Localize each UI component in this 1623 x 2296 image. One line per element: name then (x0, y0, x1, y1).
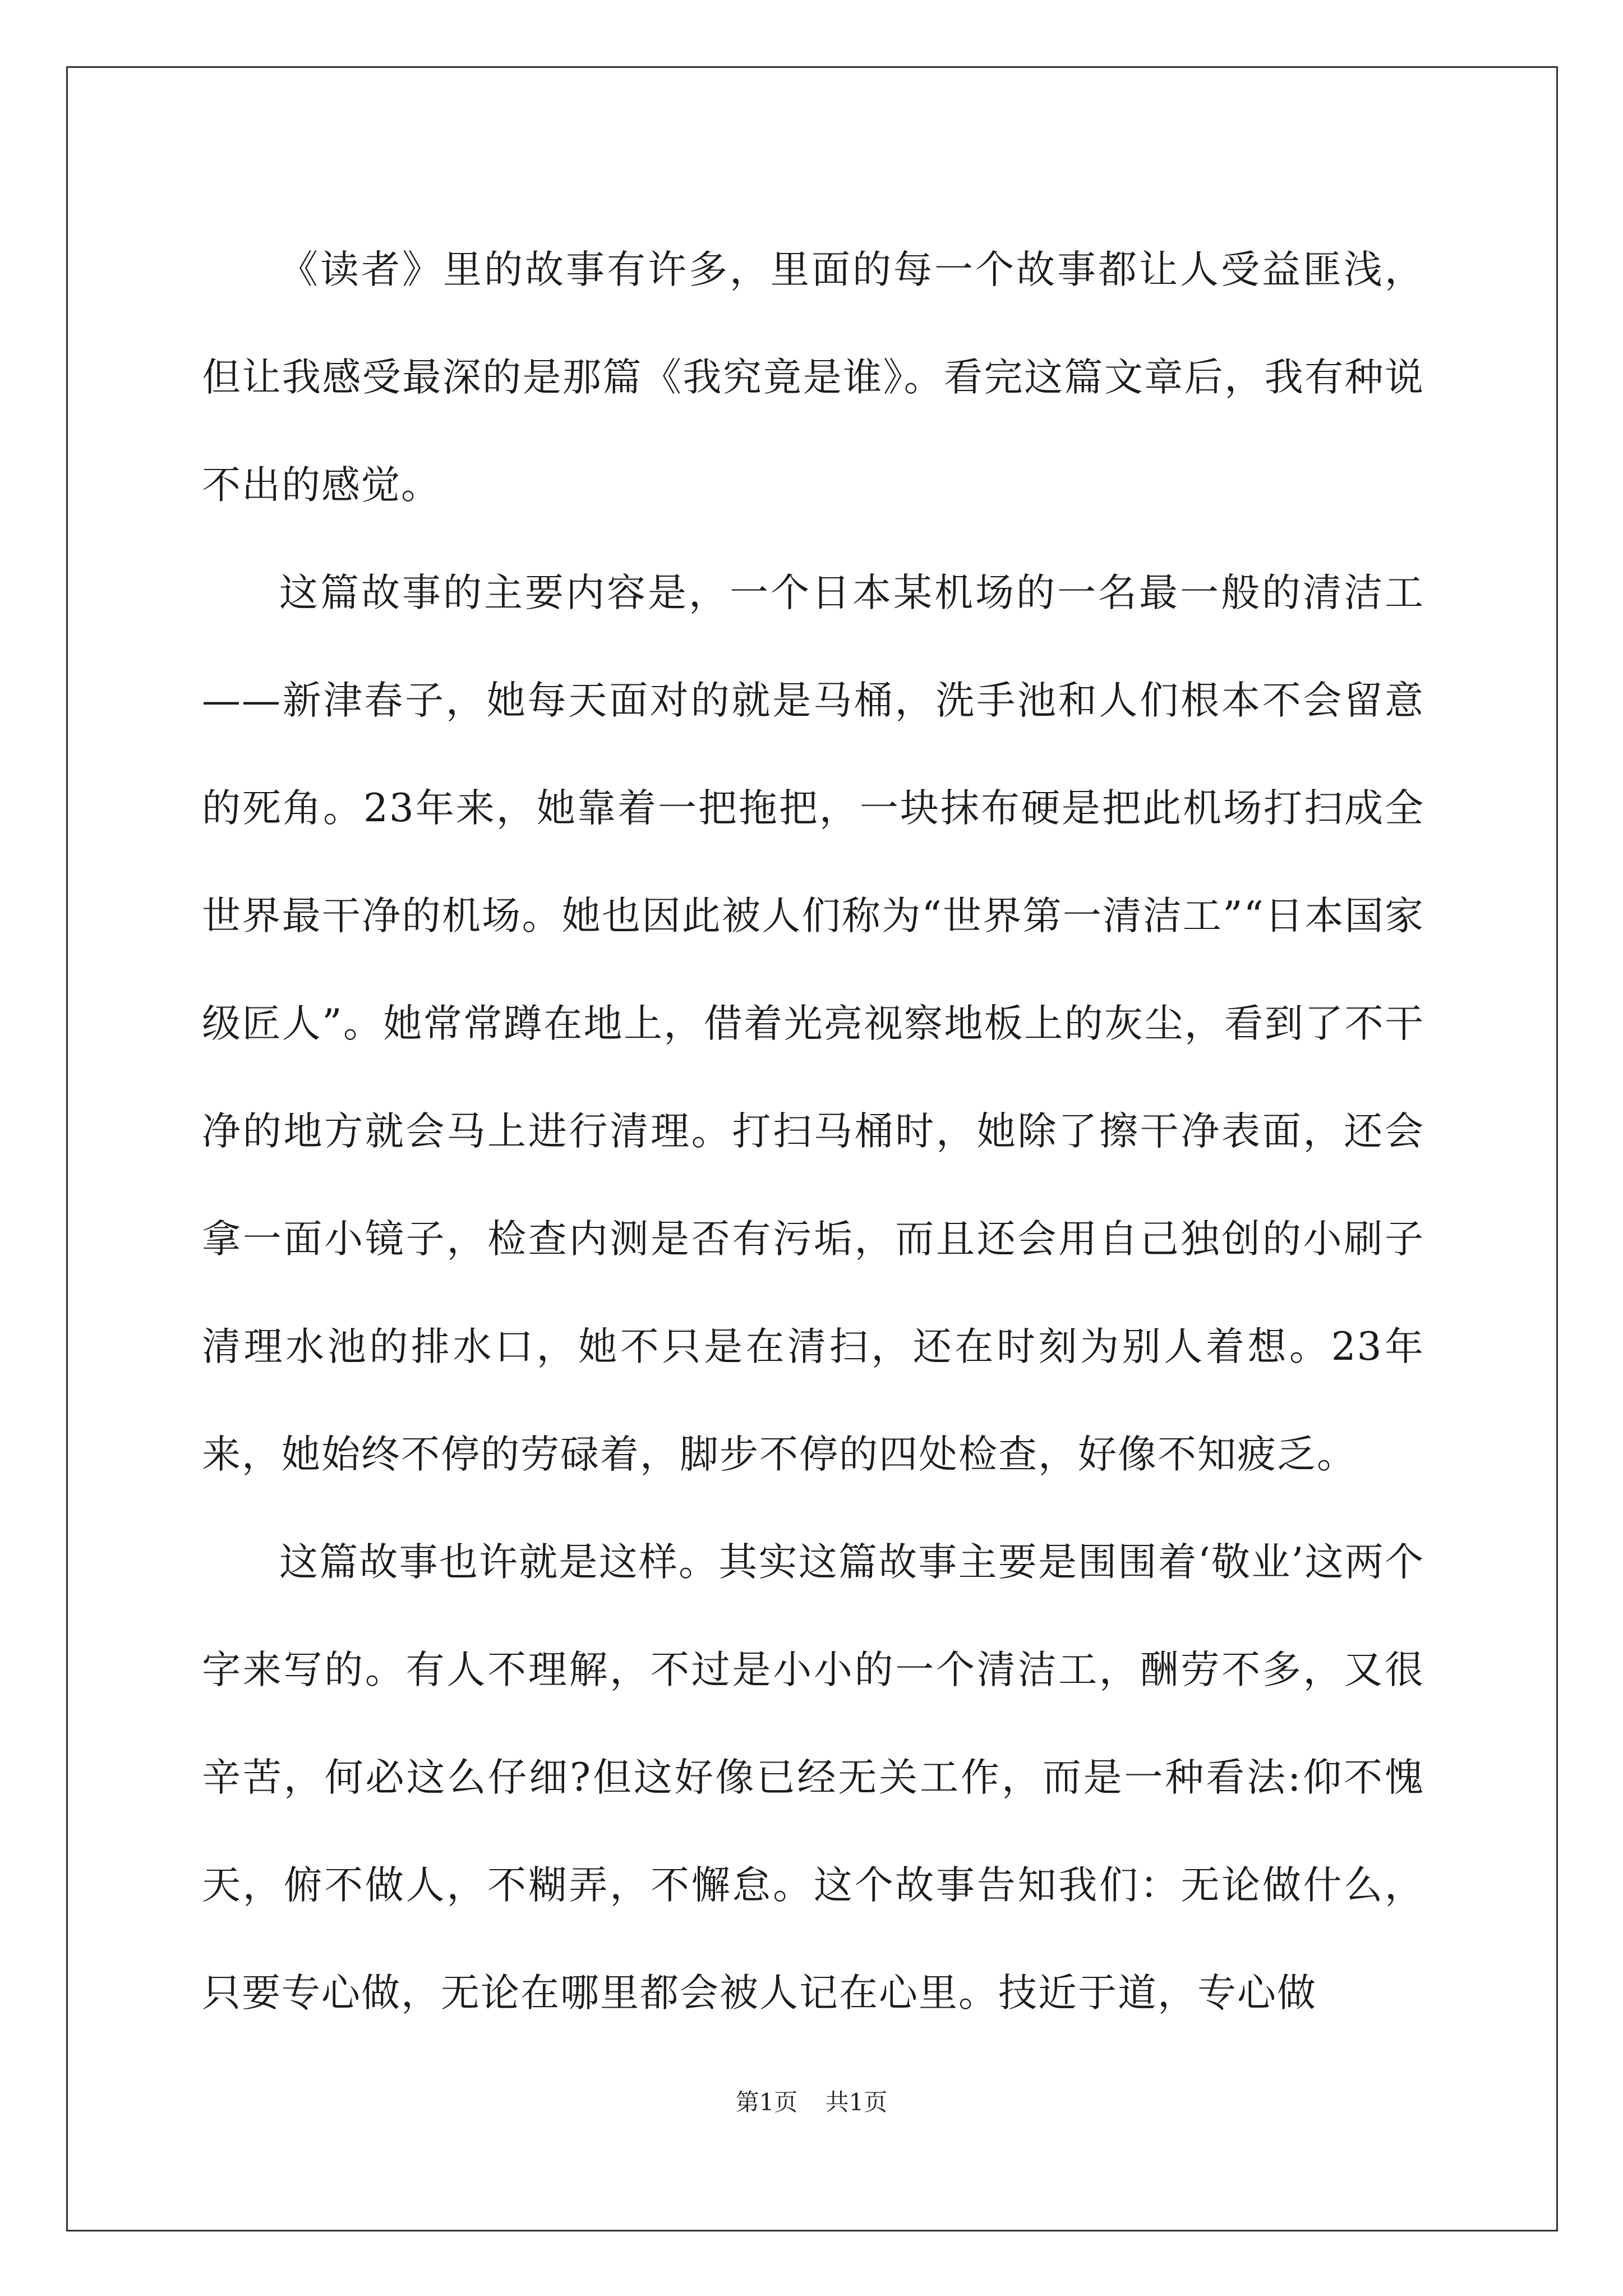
page-number-current: 第1页 (735, 2088, 798, 2116)
page-footer (0, 2084, 1623, 2118)
document-body (202, 216, 1424, 2047)
paragraph-2: 这篇故事的主要内容是，一个日本某机场的一名最一般的清洁工——新津春子，她每天面对的就是马桶，洗手池和人们根本不会留意的死角。23年来，她靠着一把拖把，一块抹布硬是把此机场打扫成全世界最干净的机场。她也因此被人们称为“世界第一清洁工”“日本国家级匠人”。她常常蹲在地上，借着光亮视察地板上的灰尘，看到了不干净的地方就会马上进行清理。打扫马桶时，她除了擦干净表面，还会拿一面小镜子，检查内测是否有污垢，而且还会用自己独创的小刷子清理水池的排水口，她不只是在清扫，还在时刻为别人着想。23年来，她始终不停的劳碌着，脚步不停的四处检查，好像不知疲乏。 (202, 570, 1424, 1477)
page-number-total: 共1页 (825, 2088, 888, 2116)
paragraph-3: 这篇故事也许就是这样。其实这篇故事主要是围围着‘敬业’这两个字来写的。有人不理解，不过是小小的一个清洁工，酬劳不多，又很辛苦，何必这么仔细?但这好像已经无关工作，而是一种看法:仰不愧天，俯不做人，不糊弄，不懈怠。这个故事告知我们：无论做什么，只要专心做，无论在哪里都会被人记在心里。技近于道，专心做 (202, 1540, 1424, 2016)
paragraph-1: 《读者》里的故事有许多，里面的每一个故事都让人受益匪浅，但让我感受最深的是那篇《我究竟是谁》。看完这篇文章后，我有种说不出的感觉。 (202, 247, 1424, 508)
